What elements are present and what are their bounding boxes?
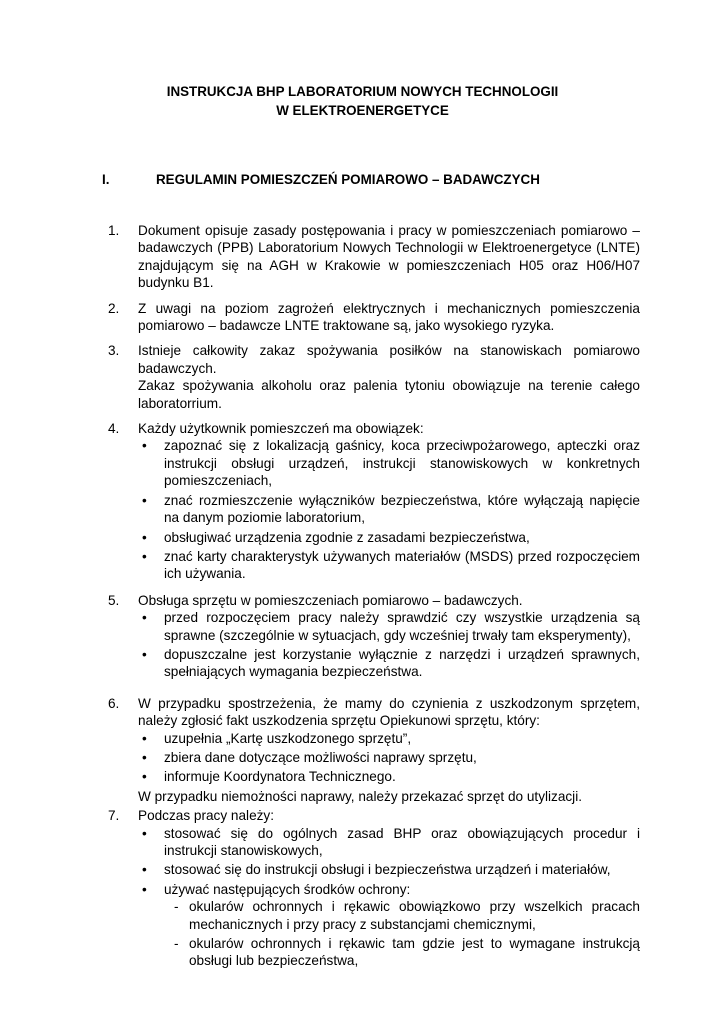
section-title: REGULAMIN POMIESZCZEŃ POMIAROWO – BADAWCZYCH (156, 172, 540, 187)
document-body (108, 222, 640, 977)
bullet-icon: • (142, 548, 147, 564)
bullet-icon: • (142, 862, 147, 878)
dash-list (164, 898, 640, 970)
bullet-icon: • (142, 492, 147, 508)
dash-icon: - (174, 899, 179, 915)
item-number: 2. (108, 300, 120, 316)
bullet-icon: • (142, 769, 147, 785)
item-text: Każdy użytkownik pomieszczeń ma obowiązek: (138, 421, 424, 437)
list-item (108, 342, 640, 412)
bullet-item: • uzupełnia „Kartę uszkodzonego sprzętu”, (142, 730, 412, 746)
dash-item: - okularów ochronnych i rękawic obowiązkowo przy wszelkich pracach mechanicznych i przy pracy z substancjami chemicznymi, (174, 899, 640, 932)
item-number: 7. (108, 808, 120, 824)
item-text: Obsługa sprzętu w pomieszczeniach pomiarowo – badawczych. (138, 592, 523, 608)
list-item (108, 300, 640, 335)
bullet-icon: • (142, 610, 147, 626)
item-number: 6. (108, 695, 120, 711)
rules-list (108, 222, 640, 970)
item-text: Istnieje całkowity zakaz spożywania posiłków na stanowiskach pomiarowo badawczych. (138, 343, 640, 376)
dash-icon: - (174, 936, 179, 952)
title-line-2: W ELEKTROENERGETYCE (276, 103, 449, 118)
list-item (108, 592, 640, 681)
bullet-icon: • (142, 529, 147, 545)
bullet-list (138, 730, 640, 786)
bullet-icon: • (142, 730, 147, 746)
bullet-icon: • (142, 646, 147, 662)
list-item (108, 420, 640, 583)
list-item (108, 807, 640, 970)
item-text: Dokument opisuje zasady postępowania i pracy w pomieszczeniach pomiarowo – badawczych (PPB) Laboratorium Nowych Technologii w Elektroenergetyce (LNTE) znajdującym się na AGH w Krakowie w pomieszczeniach H05 oraz H06/H07 budynku B1. (138, 223, 640, 291)
item-text: Z uwagi na poziom zagrożeń elektrycznych i mechanicznych pomieszczenia pomiarowo – badawcze LNTE traktowane są, jako wysokiego ryzyka. (138, 300, 640, 334)
title-line-1: INSTRUKCJA BHP LABORATORIUM NOWYCH TECHNOLOGII (166, 84, 559, 99)
bullet-list (138, 437, 640, 582)
bullet-item: • zapoznać się z lokalizacją gaśnicy, koca przeciwpożarowego, apteczki oraz instrukcji obsługi urządzeń, instrukcji stanowiskowych w konkretnych pomieszczeniach, (142, 438, 640, 489)
item-number: 1. (108, 223, 120, 238)
dash-item: - okularów ochronnych i rękawic tam gdzie jest to wymagane instrukcją obsługi lub bezpieczeństwa, (174, 936, 640, 969)
bullet-icon: • (142, 881, 147, 897)
bullet-icon: • (142, 825, 147, 841)
item-text: W przypadku spostrzeżenia, że mamy do czynienia z uszkodzonym sprzętem, należy zgłosić fakt uszkodzenia sprzętu Opiekunowi sprzętu, który: (138, 695, 640, 729)
bullet-item: • stosować się do ogólnych zasad BHP oraz obowiązujących procedur i instrukcji stanowiskowych, (142, 825, 640, 858)
item-number: 4. (108, 421, 120, 437)
item-number: 3. (108, 343, 120, 359)
bullet-icon: • (142, 438, 147, 454)
bullet-item: • znać karty charakterystyk używanych materiałów (MSDS) przed rozpoczęciem ich używania. (142, 548, 640, 582)
item-text-continued: Zakaz spożywania alkoholu oraz palenia tytoniu obowiązuje na terenie całego laboratorrium. (138, 378, 640, 411)
item-number: 5. (108, 592, 120, 608)
bullet-item: • obsługiwać urządzenia zgodnie z zasadami bezpieczeństwa, (142, 529, 530, 545)
list-item (108, 222, 640, 292)
bullet-item: • przed rozpoczęciem pracy należy sprawdzić czy wszystkie urządzenia są sprawne (szczególnie w sytuacjach, gdy wcześniej trwały tam eksperymenty), (142, 610, 640, 643)
item-text: Podczas pracy należy: (138, 808, 275, 824)
bullet-list (138, 609, 640, 681)
bullet-item: • informuje Koordynatora Technicznego. (142, 769, 396, 785)
item-text-after: W przypadku niemożności naprawy, należy przekazać sprzęt do utylizacji. (138, 788, 583, 804)
bullet-list (138, 825, 640, 970)
bullet-item: • zbiera dane dotyczące możliwości naprawy sprzętu, (142, 749, 477, 765)
bullet-item: • znać rozmieszczenie wyłączników bezpieczeństwa, które wyłączają napięcie na danym poziomie laboratorium, (142, 492, 640, 526)
section-number: I. (102, 172, 110, 187)
bullet-icon: • (142, 749, 147, 765)
bullet-item: • używać następujących środków ochrony: - okularów ochronnych i rękawic obowiązkowo przy wszelkich pracach mechanicznych i przy pracy z substancjami chemicznymi, - okularów ochronnych i rękawic tam gdzie jest to wymagane instrukcją obsługi lub bezpieczeństwa, (142, 881, 640, 969)
bullet-item: • dopuszczalne jest korzystanie wyłącznie z narzędzi i urządzeń sprawnych, spełniających wymagania bezpieczeństwa. (142, 646, 640, 680)
document-title (0, 82, 725, 120)
list-item (108, 695, 640, 805)
bullet-item: • stosować się do instrukcji obsługi i bezpieczeństwa urządzeń i materiałów, (142, 862, 611, 878)
